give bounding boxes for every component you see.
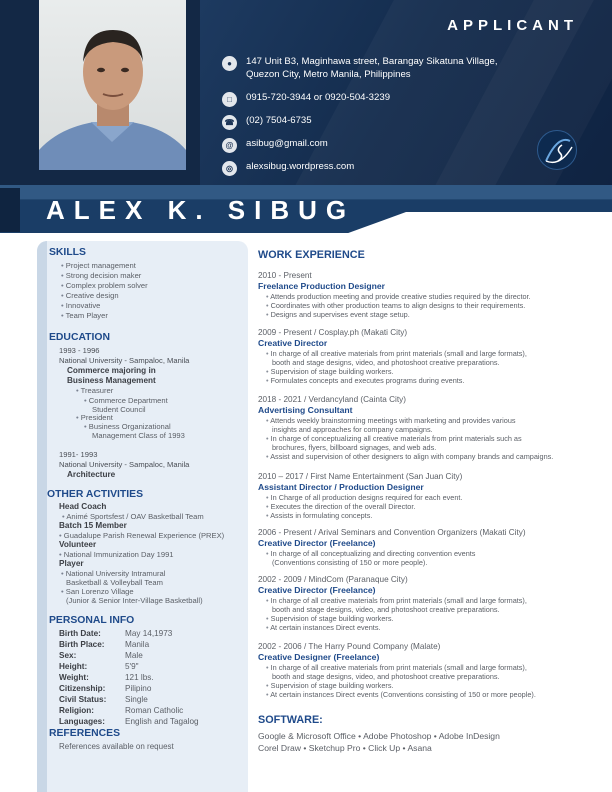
activity-detail: • San Lorenzo Village xyxy=(61,587,134,597)
applicant-label: APPLICANT xyxy=(447,17,578,34)
activity-role: Batch 15 Member xyxy=(59,521,127,530)
activity-detail: (Junior & Senior Inter-Village Basketball) xyxy=(66,596,203,605)
job-entry: 2009 - Present / Cosplay.ph (Makati City) Creative Director • In charge of all creative materials from print materials (small and large formats), booth and stage designs, video, and photoshoot creative preparations. • Supervision of stage building workers. • Formulates concepts and executes programs during events. xyxy=(258,328,588,385)
contact-telephone: ☎ (02) 7504-6735 xyxy=(222,115,312,130)
activity-detail: • Guadalupe Parish Renewal Experience (PREX) xyxy=(59,531,224,541)
skill-item: • Project management xyxy=(61,261,136,271)
skill-item: • Innovative xyxy=(61,301,100,311)
job-entry: 2002 - 2009 / MindCom (Paranaque City) Creative Director (Freelance) • In charge of all creative materials from print materials (small and large formats), booth and stage designs, video, and photoshoot creative preparations. • Supervision of stage building workers. • At certain instances Direct events. xyxy=(258,575,588,632)
education-school: National University - Sampaloc, Manila xyxy=(59,460,190,469)
work-experience-heading: WORK EXPERIENCE xyxy=(258,249,365,261)
activity-detail: Basketball & Volleyball Team xyxy=(66,578,163,587)
personal-info-row: Religion: Roman Catholic xyxy=(59,706,184,715)
personal-info-row: Languages: English and Tagalog xyxy=(59,717,199,726)
skill-item: • Strong decision maker xyxy=(61,271,141,281)
software-heading: SOFTWARE: xyxy=(258,714,323,726)
education-note: • Commerce Department xyxy=(84,396,168,406)
education-school: National University - Sampaloc, Manila xyxy=(59,356,190,365)
education-note: Student Council xyxy=(92,405,146,414)
education-note: • Business Organizational xyxy=(84,422,171,432)
contact-email[interactable]: @ asibug@gmail.com xyxy=(222,138,328,153)
job-entry: 2002 - 2006 / The Harry Pound Company (Malate) Creative Designer (Freelance) • In charge of all creative materials from print materials (small and large formats), booth and stage designs, video, and photoshoot creative preparations. • Supervision of stage building workers. • At certain instances Direct events (Conventions consisting of 150 or more people). xyxy=(258,642,588,699)
mobile-phone-icon: □ xyxy=(222,92,237,107)
education-note: Management Class of 1993 xyxy=(92,431,185,440)
personal-info-row: Civil Status: Single xyxy=(59,695,148,704)
software-line: Google & Microsoft Office • Adobe Photoshop • Adobe InDesign xyxy=(258,731,500,741)
job-entry: 2018 - 2021 / Verdancyland (Cainta City) Advertising Consultant • Attends weekly brainstorming meetings with marketing and provides various insights and approaches for company campaigns. • In charge of conceptualizing all creative materials from print materials such as brochures, flyers, billboard signages, and web ads. • Assist and supervision of other designers to align with company brands and campaigns. xyxy=(258,395,588,461)
contact-address: ● 147 Unit B3, Maginhawa street, Barangay Sikatuna Village, Quezon City, Metro Manila, Philippines xyxy=(222,56,498,81)
education-years: 1991- 1993 xyxy=(59,450,98,459)
skill-item: • Complex problem solver xyxy=(61,281,148,291)
profile-photo xyxy=(39,0,186,170)
job-entry: 2010 – 2017 / First Name Entertainment (San Juan City) Assistant Director / Production Designer • In Charge of all production designs required for each event. • Executes the direction of the overall Director. • Assists in formulating concepts. xyxy=(258,472,588,520)
references-text: References available on request xyxy=(59,742,174,751)
activity-detail: • Animé Sportsfest / OAV Basketball Team xyxy=(62,512,204,522)
other-activities-heading: OTHER ACTIVITIES xyxy=(47,489,144,500)
education-note: • President xyxy=(76,413,113,423)
personal-info-row: Birth Place: Manila xyxy=(59,640,150,649)
education-heading: EDUCATION xyxy=(49,332,110,343)
education-years: 1993 - 1996 xyxy=(59,346,100,355)
job-entry: 2010 - Present Freelance Production Designer • Attends production meeting and provide creative studies required by the director. • Coordinates with other production teams to align designs to their requirements. • Designs and supervises event stage setup. xyxy=(258,271,588,319)
education-note: • Treasurer xyxy=(76,386,113,396)
education-degree: Commerce majoring in xyxy=(67,366,156,375)
personal-info-row: Weight: 121 lbs. xyxy=(59,673,154,682)
job-entry: 2006 - Present / Arival Seminars and Convention Organizers (Makati City) Creative Director (Freelance) • In charge of all conceptualizing and directing convention events (Conventions consisting of 150 or more people). xyxy=(258,528,588,567)
activity-detail: • National University Intramural xyxy=(61,569,165,579)
skill-item: • Creative design xyxy=(61,291,119,301)
education-degree: Business Management xyxy=(67,376,156,385)
globe-icon: ◎ xyxy=(222,161,237,176)
email-icon: @ xyxy=(222,138,237,153)
personal-info-heading: PERSONAL INFO xyxy=(49,615,135,626)
activity-role: Head Coach xyxy=(59,502,107,511)
personal-info-row: Height: 5'9" xyxy=(59,662,139,671)
as-monogram-logo xyxy=(537,130,577,170)
personal-info-row: Birth Date: May 14,1973 xyxy=(59,629,173,638)
activity-detail: • National Immunization Day 1991 xyxy=(59,550,174,560)
contact-website[interactable]: ◎ alexsibug.wordpress.com xyxy=(222,161,354,176)
personal-info-row: Sex: Male xyxy=(59,651,143,660)
telephone-icon: ☎ xyxy=(222,115,237,130)
references-heading: REFERENCES xyxy=(49,728,121,739)
contact-mobile: □ 0915-720-3944 or 0920-504-3239 xyxy=(222,92,390,107)
activity-role: Player xyxy=(59,559,84,568)
location-icon: ● xyxy=(222,56,237,71)
applicant-name: ALEX K. SIBUG xyxy=(46,195,356,225)
skill-item: • Team Player xyxy=(61,311,108,321)
activity-role: Volunteer xyxy=(59,540,97,549)
skills-heading: SKILLS xyxy=(49,247,86,258)
education-degree: Architecture xyxy=(67,470,116,479)
personal-info-row: Citizenship: Pilipino xyxy=(59,684,152,693)
software-line: Corel Draw • Sketchup Pro • Click Up • Asana xyxy=(258,743,432,753)
